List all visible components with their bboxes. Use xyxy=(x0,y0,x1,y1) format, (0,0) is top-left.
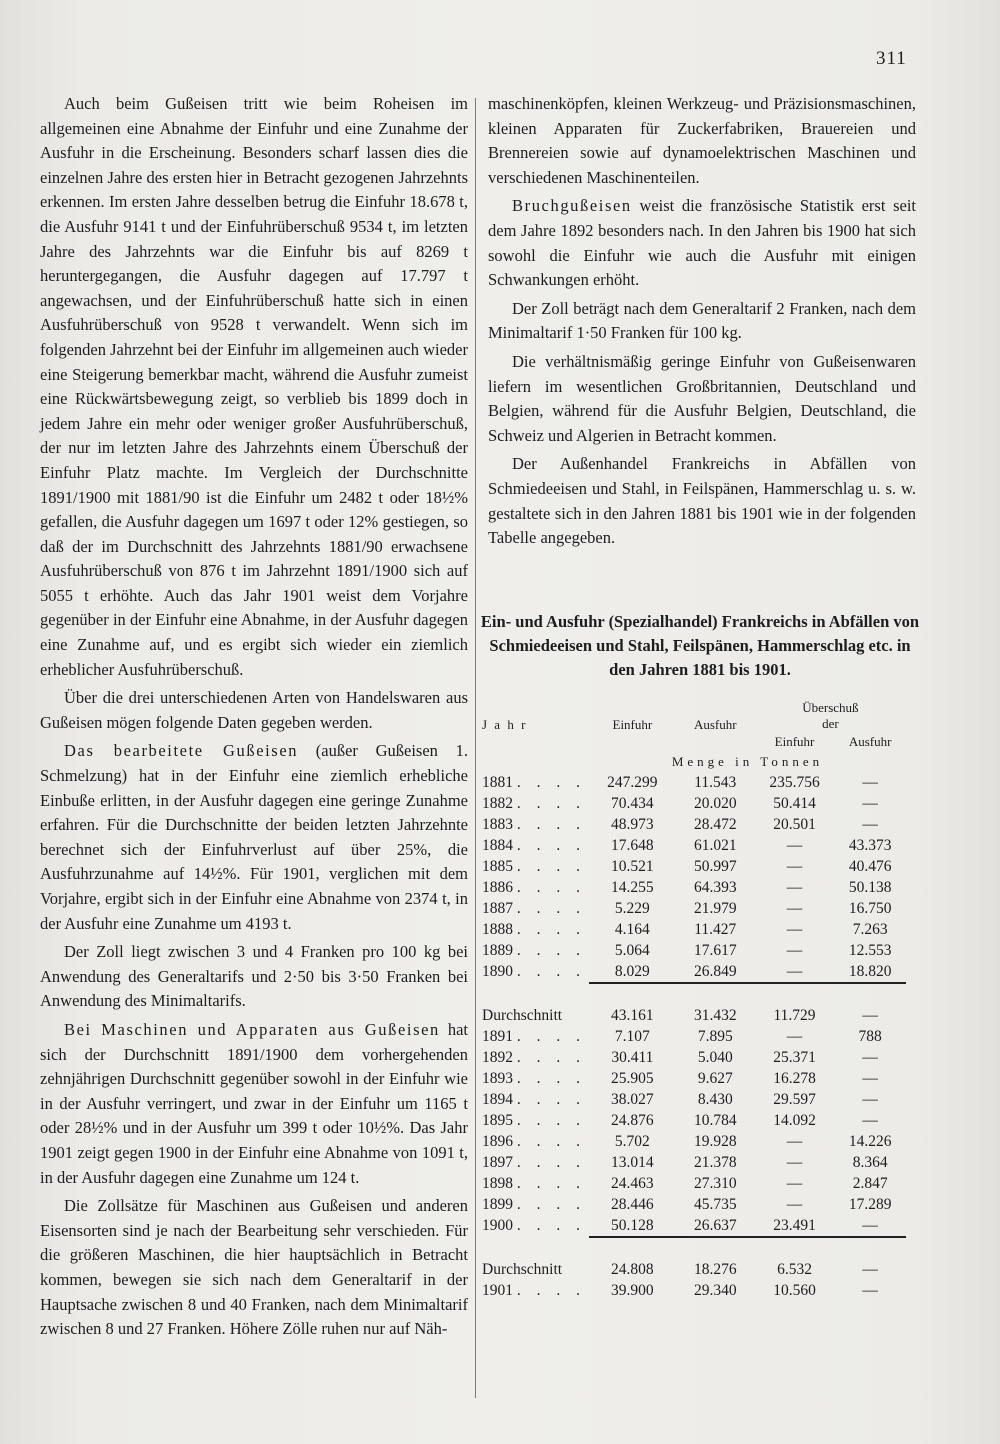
cell-ausfuhr: 64.393 xyxy=(693,878,737,896)
cell-ueberschuss-ausfuhr: — xyxy=(862,815,878,833)
table-row-average-1: Durchschnitt 43.161 31.432 11.729 — xyxy=(482,1006,878,1024)
cell-ueberschuss-ausfuhr: — xyxy=(862,1111,878,1129)
column-divider xyxy=(475,98,476,1398)
cell-einfuhr: 17.648 xyxy=(611,836,654,854)
cell-ueberschuss-ausfuhr: 14.226 xyxy=(848,1132,892,1150)
cell-ausfuhr: 27.310 xyxy=(693,1174,737,1192)
heading-bruchgusseisen: Bruchgußeisen xyxy=(512,196,632,216)
cell-ausfuhr: 11.427 xyxy=(694,920,737,938)
cell-einfuhr: 70.434 xyxy=(611,794,654,812)
paragraph-zoll-gusseisen: Der Zoll liegt zwischen 3 und 4 Franken pro 100 kg bei Anwendung des Generaltarifs und 2·50 bis 3·50 Franken bei Anwendung des Minimaltarifs. xyxy=(40,942,468,1011)
cell-ueberschuss-ausfuhr: — xyxy=(862,1048,878,1066)
cell-ausfuhr: 26.849 xyxy=(693,962,737,980)
cell-einfuhr: 10.521 xyxy=(611,857,654,875)
cell-ausfuhr: 5.040 xyxy=(697,1048,733,1066)
cell-einfuhr: 38.027 xyxy=(611,1090,654,1108)
cell-ausfuhr: 61.021 xyxy=(693,836,737,854)
cell-ausfuhr: 50.997 xyxy=(693,857,737,875)
paragraph-bearbeitetes-gusseisen: Das bearbeitete Gußeisen (außer Gußeisen 1. Schmelzung) hat in der Einfuhr eine ziemlich erhebliche Einbuße erlitten, in der Ausfuhr dagegen eine geringe Zunahme erfahren. Für die Durchschnitte der beiden letzten Jahrzehnte berechnet sich der Einfuhrverlust auf über 25%, die Ausfuhrzunahme auf 14½%. Für 1901, verglichen mit dem Vorjahre, ergibt sich in der Einfuhr eine Abnahme von 2374 t, in der Ausfuhr eine Zunahme um 4193 t. xyxy=(40,741,468,933)
table-row: 1883 . . . . 48.973 28.472 20.501 — xyxy=(480,814,906,835)
cell-ueberschuss-einfuhr: — xyxy=(786,920,803,938)
trade-table-block xyxy=(480,610,920,1301)
table-row: 1897 . . . . 13.014 21.378 — 8.364 xyxy=(480,1152,906,1173)
page-number: 311 xyxy=(876,48,907,69)
table-row: 1893 . . . . 25.905 9.627 16.278 — xyxy=(480,1068,906,1089)
header-der: der xyxy=(822,716,839,731)
cell-year: 1884 xyxy=(482,836,513,854)
cell-year: 1895 xyxy=(482,1111,513,1129)
table-row: 1885 . . . . 10.521 50.997 — 40.476 xyxy=(480,856,906,877)
cell-ueberschuss-einfuhr: 16.278 xyxy=(773,1069,816,1087)
cell-year: 1891 xyxy=(482,1027,513,1045)
cell-ueberschuss-ausfuhr: — xyxy=(862,1090,878,1108)
cell-year: 1898 xyxy=(482,1174,513,1192)
paragraph-handelswaren-intro: Über die drei unterschiedenen Arten von Handelswaren aus Gußeisen mögen folgende Daten gegeben werden. xyxy=(40,688,468,732)
cell-ueberschuss-ausfuhr: 788 xyxy=(858,1027,882,1045)
cell-einfuhr: 8.029 xyxy=(614,962,650,980)
cell-ueberschuss-ausfuhr: 16.750 xyxy=(848,899,892,917)
header-jahr: J a h r xyxy=(482,717,528,732)
cell-einfuhr: 5.229 xyxy=(614,899,650,917)
table-rule xyxy=(589,983,906,1005)
cell-einfuhr: 50.128 xyxy=(611,1216,654,1234)
cell-ueberschuss-einfuhr: — xyxy=(786,1174,803,1192)
paragraph-bruchgusseisen: Bruchgußeisen weist die französische Statistik erst seit dem Jahre 1892 besonders nach. In den Jahren bis 1900 hat sich sowohl die Einfuhr wie auch die Ausfuhr mit einigen Schwankungen erhöht. xyxy=(488,196,916,290)
cell-ausfuhr: 7.895 xyxy=(697,1027,733,1045)
paragraph-einfuhr-laender: Die verhältnismäßig geringe Einfuhr von Gußeisenwaren liefern im wesentlichen Großbritannien, Deutschland und Belgien, während für die Ausfuhr Belgien, Deutschland, die Schweiz und Algerien in Betracht kommen. xyxy=(488,351,916,445)
cell-year: 1899 xyxy=(482,1195,513,1213)
cell-ueberschuss-einfuhr: — xyxy=(786,899,803,917)
table-header-row xyxy=(480,698,906,716)
cell-einfuhr: 5.702 xyxy=(614,1132,650,1150)
cell-einfuhr: 24.463 xyxy=(611,1174,654,1192)
cell-einfuhr: 30.411 xyxy=(611,1048,654,1066)
cell-ueberschuss-einfuhr: — xyxy=(786,941,803,959)
cell-einfuhr: 7.107 xyxy=(614,1027,650,1045)
cell-year: 1890 xyxy=(482,963,513,980)
left-column xyxy=(40,92,468,1346)
cell-ueberschuss-ausfuhr: 40.476 xyxy=(848,857,892,875)
table-row: 1882 . . . . 70.434 20.020 50.414 — xyxy=(480,793,906,814)
cell-year: 1886 xyxy=(482,878,513,896)
cell-einfuhr: 247.299 xyxy=(607,773,658,791)
cell-year: 1896 xyxy=(482,1132,513,1150)
paragraph-maschinen: Bei Maschinen und Apparaten aus Gußeisen hat sich der Durchschnitt 1891/1900 dem vorhergehenden zehnjährigen Durchschnitt gegenüber sowohl in der Einfuhr wie in der Ausfuhr verringert, und zwar in der Einfuhr um 1165 t oder 28½% und in der Ausfuhr um 399 t oder 10½%. Das Jahr 1901 zeigt gegen 1900 in der Einfuhr eine Abnahme von 1091 t, in der Ausfuhr dagegen eine Zunahme um 124 t. xyxy=(40,1019,468,1187)
cell-einfuhr: 14.255 xyxy=(611,878,654,896)
cell-ueberschuss-einfuhr: — xyxy=(786,836,803,854)
cell-ausfuhr: 10.784 xyxy=(693,1111,737,1129)
paragraph-continuation: maschinenköpfen, kleinen Werkzeug- und Präzisionsmaschinen, kleinen Apparaten für Zuckerfabriken, Brauereien und Brennereien sowie auf dynamoelektrischen Maschinen und verschiedenen Maschinenteilen. xyxy=(488,94,916,187)
cell-year: 1889 xyxy=(482,941,513,959)
cell-ueberschuss-einfuhr: — xyxy=(786,962,803,980)
cell-year: 1892 xyxy=(482,1048,513,1066)
table-row: 1884 . . . . 17.648 61.021 — 43.373 xyxy=(480,835,906,856)
cell-year: 1893 xyxy=(482,1069,513,1087)
table-row: 1899 . . . . 28.446 45.735 — 17.289 xyxy=(480,1194,906,1215)
cell-ueberschuss-ausfuhr: 12.553 xyxy=(848,941,892,959)
cell-year: 1894 xyxy=(482,1090,513,1108)
table-row: 1890 . . . . 8.029 26.849 — 18.820 xyxy=(480,961,906,983)
cell-einfuhr: 4.164 xyxy=(614,920,650,938)
cell-ueberschuss-ausfuhr: 7.263 xyxy=(852,920,888,938)
header-ueberschuss-einfuhr: Einfuhr xyxy=(774,734,815,749)
cell-ueberschuss-ausfuhr: — xyxy=(862,773,878,791)
cell-ausfuhr: 9.627 xyxy=(697,1069,733,1087)
cell-year: 1888 xyxy=(482,920,513,938)
heading-maschinen: Bei Maschinen und Apparaten aus Gußeisen xyxy=(64,1019,440,1039)
cell-ueberschuss-ausfuhr: 2.847 xyxy=(852,1174,888,1192)
cell-year: 1881 xyxy=(482,773,513,791)
heading-bearbeitetes-gusseisen: Das bearbeitete Gußeisen xyxy=(64,741,299,761)
cell-ueberschuss-einfuhr: — xyxy=(786,1153,803,1171)
cell-ausfuhr: 19.928 xyxy=(693,1132,737,1150)
cell-year: 1900 xyxy=(482,1217,513,1234)
cell-ueberschuss-ausfuhr: — xyxy=(862,1216,878,1234)
cell-ueberschuss-einfuhr: — xyxy=(786,1132,803,1150)
cell-einfuhr: 25.905 xyxy=(611,1069,654,1087)
cell-ueberschuss-einfuhr: 25.371 xyxy=(773,1048,816,1066)
right-column xyxy=(488,92,916,555)
cell-ausfuhr: 21.378 xyxy=(693,1153,737,1171)
cell-ausfuhr: 45.735 xyxy=(693,1195,737,1213)
cell-ausfuhr: 17.617 xyxy=(693,941,737,959)
cell-year: 1897 xyxy=(482,1153,513,1171)
cell-ueberschuss-einfuhr: 14.092 xyxy=(773,1111,816,1129)
paragraph-aussenhandel: Der Außenhandel Frankreichs in Abfällen von Schmiedeeisen und Stahl, in Feilspänen, Hammerschlag u. s. w. gestaltete sich in den Jahren 1881 bis 1901 wie in der folgenden Tabelle angegeben. xyxy=(488,454,916,548)
table-body-decade-2 xyxy=(480,1026,906,1237)
table-row: 1896 . . . . 5.702 19.928 — 14.226 xyxy=(480,1131,906,1152)
cell-ausfuhr: 28.472 xyxy=(693,815,737,833)
paragraph-zollsaetze-maschinen: Die Zollsätze für Maschinen aus Gußeisen und anderen Eisensorten sind je nach der Bearbeitung sehr verschieden. Für die größeren Maschinen, die hier hauptsächlich in Betracht kommen, bewegen sie sich nach dem Generaltarif in der Hauptsache zwischen 8 und 40 Franken, nach dem Minimaltarif zwischen 8 und 27 Franken. Höhere Zölle ruhen nur auf Näh- xyxy=(40,1196,468,1339)
paragraph-gusseisen-trend: Auch beim Gußeisen tritt wie beim Roheisen im allgemeinen eine Abnahme der Einfuhr und eine Zunahme der Ausfuhr in die Erscheinung. Besonders scharf lassen dies die einzelnen Jahre des ersten hier in Betracht gezogenen Jahrzehnts erkennen. Im ersten Jahre desselben betrug die Einfuhr 18.678 t, die Ausfuhr 9141 t und der Einfuhrüberschuß 9534 t, im letzten Jahre des Jahrzehnts war die Einfuhr bis auf 8269 t heruntergegangen, die Ausfuhr dagegen auf 17.797 t angewachsen, und der Einfuhrüberschuß hatte sich in einen Ausfuhrüberschuß von 9528 t verwandelt. Wenn sich im folgenden Jahrzehnt bei der Einfuhr im allgemeinen auch wieder eine Steigerung bemerkbar macht, während die Ausfuhr zumeist eine Rückwärtsbewegung zeigt, so verblieb bis 1899 doch in jedem Jahre ein mehr oder weniger großer Ausfuhrüberschuß, der nur im letzten Jahre des Jahrzehnts einem Überschuß der Einfuhr Platz machte. Im Vergleich der Durchschnitte 1891/1900 mit 1881/90 ist die Einfuhr um 2482 t oder 18½% gefallen, die Ausfuhr dagegen um 1697 t oder 12% gestiegen, so daß der im Durchschnitt des Jahrzehnts 1881/90 erwachsene Ausfuhrüberschuß von 876 t im Jahrzehnt 1891/1900 sich auf 5055 t erhöhte. Auch das Jahr 1901 weist dem Vorjahre gegenüber in der Einfuhr eine Abnahme, in der Ausfuhr dagegen eine Zunahme auf, und es ergibt sich wieder ein ziemlich erheblicher Ausfuhrüberschuß. xyxy=(40,94,468,679)
header-ausfuhr: Ausfuhr xyxy=(693,717,737,732)
table-row: 1891 . . . . 7.107 7.895 — 788 xyxy=(480,1026,906,1047)
cell-ueberschuss-einfuhr: 20.501 xyxy=(773,815,816,833)
header-einfuhr: Einfuhr xyxy=(612,717,653,732)
cell-ueberschuss-einfuhr: 235.756 xyxy=(769,773,820,791)
header-ueberschuss: Überschuß xyxy=(802,700,859,715)
cell-ueberschuss-einfuhr: — xyxy=(786,1027,803,1045)
cell-ueberschuss-ausfuhr: 17.289 xyxy=(848,1195,892,1213)
table-row: 1894 . . . . 38.027 8.430 29.597 — xyxy=(480,1089,906,1110)
paragraph-zoll-bruch: Der Zoll beträgt nach dem Generaltarif 2 Franken, nach dem Minimaltarif 1·50 Franken für 100 kg. xyxy=(488,298,916,343)
table-row: 1881 . . . . 247.299 11.543 235.756 — xyxy=(480,772,906,793)
table-row: 1895 . . . . 24.876 10.784 14.092 — xyxy=(480,1110,906,1131)
table-row: 1898 . . . . 24.463 27.310 — 2.847 xyxy=(480,1173,906,1194)
cell-einfuhr: 24.876 xyxy=(611,1111,654,1129)
table-row: 1892 . . . . 30.411 5.040 25.371 — xyxy=(480,1047,906,1068)
table-body-decade-1 xyxy=(480,772,906,983)
cell-einfuhr: 48.973 xyxy=(611,815,654,833)
table-row: 1887 . . . . 5.229 21.979 — 16.750 xyxy=(480,898,906,919)
cell-ueberschuss-einfuhr: 29.597 xyxy=(773,1090,816,1108)
cell-year: 1882 xyxy=(482,794,513,812)
cell-ueberschuss-einfuhr: 50.414 xyxy=(773,794,816,812)
cell-ueberschuss-ausfuhr: — xyxy=(862,1069,878,1087)
table-row: 1900 . . . . 50.128 26.637 23.491 — xyxy=(480,1215,906,1237)
cell-year: 1887 xyxy=(482,899,513,917)
cell-ueberschuss-ausfuhr: 43.373 xyxy=(848,836,892,854)
table-row: 1889 . . . . 5.064 17.617 — 12.553 xyxy=(480,940,906,961)
table-row: 1886 . . . . 14.255 64.393 — 50.138 xyxy=(480,877,906,898)
table-row-1901: 1901 . . . . 39.900 29.340 10.560 — xyxy=(482,1281,878,1299)
cell-year: 1885 xyxy=(482,857,513,875)
cell-ausfuhr: 8.430 xyxy=(697,1090,733,1108)
header-unit: Menge in Tonnen xyxy=(671,754,824,769)
table-title: Ein- und Ausfuhr (Spezialhandel) Frankreichs in Abfällen von Schmiedeeisen und Stahl, Feilspänen, Hammerschlag etc. in den Jahren 1881 bis 1901. xyxy=(480,612,920,679)
cell-ausfuhr: 11.543 xyxy=(694,773,737,791)
header-ueberschuss-ausfuhr: Ausfuhr xyxy=(848,734,892,749)
cell-ueberschuss-einfuhr: — xyxy=(786,1195,803,1213)
cell-ueberschuss-ausfuhr: 18.820 xyxy=(848,962,892,980)
trade-table xyxy=(480,698,906,1301)
cell-einfuhr: 5.064 xyxy=(614,941,650,959)
cell-ueberschuss-ausfuhr: 50.138 xyxy=(848,878,892,896)
cell-ueberschuss-ausfuhr: — xyxy=(862,794,878,812)
cell-ueberschuss-einfuhr: — xyxy=(786,857,803,875)
table-row-average-2: Durchschnitt 24.808 18.276 6.532 — xyxy=(482,1260,878,1278)
cell-ueberschuss-ausfuhr: 8.364 xyxy=(852,1153,888,1171)
cell-ausfuhr: 21.979 xyxy=(693,899,737,917)
cell-einfuhr: 28.446 xyxy=(611,1195,654,1213)
table-rule xyxy=(589,1237,906,1259)
cell-ueberschuss-einfuhr: — xyxy=(786,878,803,896)
cell-einfuhr: 13.014 xyxy=(611,1153,654,1171)
cell-ueberschuss-einfuhr: 23.491 xyxy=(773,1216,816,1234)
cell-ausfuhr: 20.020 xyxy=(693,794,737,812)
cell-year: 1883 xyxy=(482,815,513,833)
cell-ausfuhr: 26.637 xyxy=(693,1216,737,1234)
table-row: 1888 . . . . 4.164 11.427 — 7.263 xyxy=(480,919,906,940)
